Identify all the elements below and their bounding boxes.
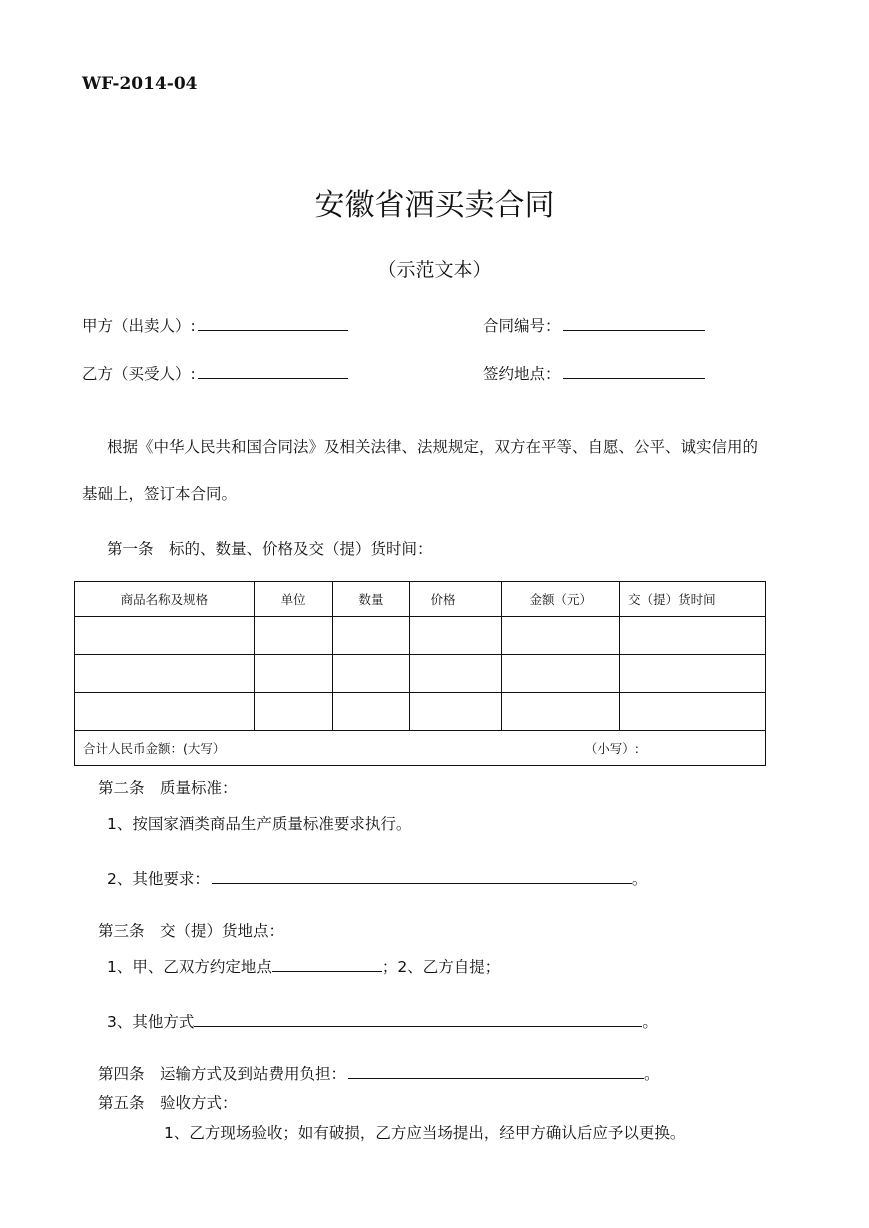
header-price: 价格 xyxy=(410,582,502,617)
table-cell[interactable] xyxy=(620,617,766,655)
table-cell[interactable] xyxy=(75,693,255,731)
article-5-item-1: 1、乙方现场验收；如有破损，乙方应当场提出，经甲方确认后应予以更换。 xyxy=(164,1124,686,1142)
table-header-row xyxy=(75,582,766,617)
article-3-item-3-label: 3、其他方式 xyxy=(107,1013,195,1031)
total-lowercase-label: （小写）: xyxy=(584,741,639,756)
table-cell[interactable] xyxy=(254,655,332,693)
party-b-blank[interactable] xyxy=(198,364,348,379)
sign-place-label: 签约地点： xyxy=(483,365,561,383)
article-2-item-1: 1、按国家酒类商品生产质量标准要求执行。 xyxy=(107,815,412,833)
header-unit: 单位 xyxy=(254,582,332,617)
article-3-item-1-label: 1、甲、乙双方约定地点 xyxy=(107,958,272,976)
contract-no-row xyxy=(483,314,705,336)
table-cell[interactable] xyxy=(620,693,766,731)
total-cell[interactable] xyxy=(75,731,766,766)
article-3-item-3-row xyxy=(107,1010,658,1032)
table-row xyxy=(75,655,766,693)
table-cell[interactable] xyxy=(410,693,502,731)
document-code: WF-2014-04 xyxy=(82,74,198,94)
agreed-place-blank[interactable] xyxy=(272,957,382,972)
article-4-end: 。 xyxy=(644,1065,660,1083)
table-total-row xyxy=(75,731,766,766)
article-3-item-3-end: 。 xyxy=(642,1013,658,1031)
table-cell[interactable] xyxy=(410,655,502,693)
article-2-heading: 第二条 质量标准： xyxy=(98,779,238,797)
sign-place-blank[interactable] xyxy=(563,364,705,379)
sign-place-row xyxy=(483,362,705,384)
table-cell[interactable] xyxy=(502,655,620,693)
table-cell[interactable] xyxy=(410,617,502,655)
article-3-heading: 第三条 交（提）货地点： xyxy=(98,922,285,940)
transport-cost-blank[interactable] xyxy=(348,1064,644,1079)
other-requirements-blank[interactable] xyxy=(212,869,632,884)
header-delivery-time: 交（提）货时间 xyxy=(620,582,766,617)
header-name-spec: 商品名称及规格 xyxy=(75,582,255,617)
contract-no-label: 合同编号： xyxy=(483,317,561,335)
header-amount: 金额（元） xyxy=(502,582,620,617)
table-cell[interactable] xyxy=(332,617,410,655)
other-method-blank[interactable] xyxy=(194,1012,642,1027)
article-4-row xyxy=(98,1062,660,1084)
article-4-heading: 第四条 运输方式及到站费用负担： xyxy=(98,1065,347,1083)
contract-title: 安徽省酒买卖合同 xyxy=(314,188,555,223)
table-cell[interactable] xyxy=(75,617,255,655)
party-a-blank[interactable] xyxy=(198,316,348,331)
party-b-row xyxy=(82,362,348,384)
article-5-heading: 第五条 验收方式： xyxy=(98,1094,238,1112)
table-cell[interactable] xyxy=(75,655,255,693)
goods-table xyxy=(74,581,766,766)
preamble-line-1: 根据《中华人民共和国合同法》及相关法律、法规规定，双方在平等、自愿、公平、诚实信用的 xyxy=(107,438,759,456)
article-2-item-2-label: 2、其他要求： xyxy=(107,870,210,888)
article-3-item-1-row xyxy=(107,955,500,977)
table-row xyxy=(75,693,766,731)
table-cell[interactable] xyxy=(332,655,410,693)
party-b-label: 乙方（买受人）: xyxy=(82,365,196,383)
party-a-row xyxy=(82,314,348,336)
header-quantity: 数量 xyxy=(332,582,410,617)
preamble-line-2: 基础上，签订本合同。 xyxy=(82,485,238,503)
table-cell[interactable] xyxy=(620,655,766,693)
article-2-item-2-end: 。 xyxy=(631,870,648,888)
table-cell[interactable] xyxy=(254,693,332,731)
article-1-heading: 第一条 标的、数量、价格及交（提）货时间： xyxy=(107,540,433,558)
contract-subtitle: （示范文本） xyxy=(377,259,492,281)
table-row xyxy=(75,617,766,655)
article-3-item-2-label: ；2、乙方自提； xyxy=(381,958,501,976)
table-cell[interactable] xyxy=(254,617,332,655)
article-2-item-2-row xyxy=(107,867,647,889)
total-uppercase-label: 合计人民币金额：(大写） xyxy=(83,741,226,756)
table-cell[interactable] xyxy=(332,693,410,731)
contract-no-blank[interactable] xyxy=(563,316,705,331)
table-cell[interactable] xyxy=(502,617,620,655)
party-a-label: 甲方（出卖人）: xyxy=(82,317,196,335)
table-cell[interactable] xyxy=(502,693,620,731)
